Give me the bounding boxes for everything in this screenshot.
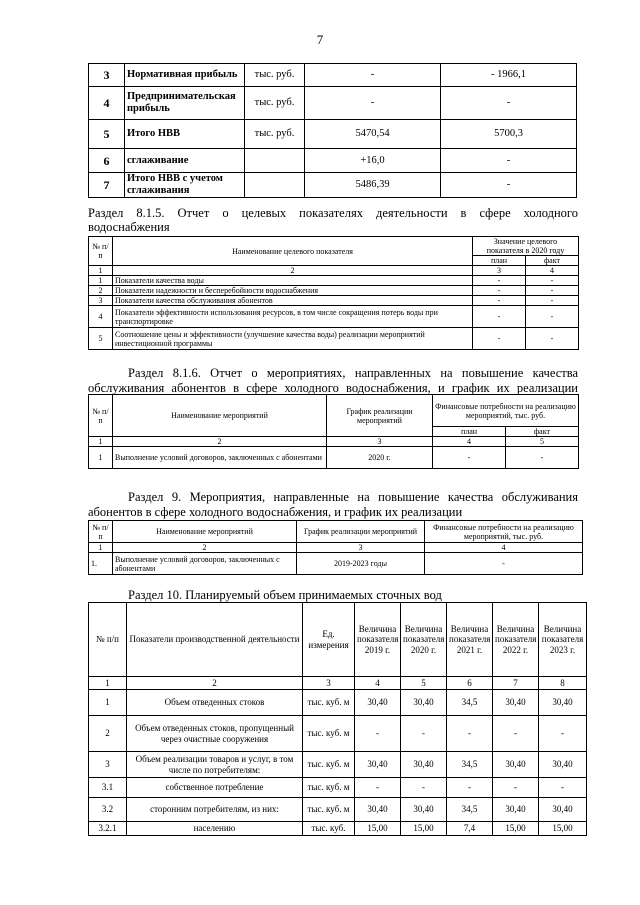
row-year-value: - bbox=[539, 716, 587, 752]
row-year-value: 15,00 bbox=[539, 822, 587, 836]
row-name: собственное потребление bbox=[127, 778, 303, 798]
column-index: 4 bbox=[526, 266, 579, 276]
table-row bbox=[89, 677, 587, 690]
row-fact-value: - bbox=[506, 447, 579, 469]
column-index: 4 bbox=[425, 543, 583, 553]
table-row bbox=[89, 296, 579, 306]
section-8-1-5-heading: Раздел 8.1.5. Отчет о целевых показателях деятельности в сфере холодного водоснабжения bbox=[88, 206, 578, 234]
col-plan-header: план bbox=[473, 256, 526, 266]
row-year-value: 34,5 bbox=[447, 798, 493, 822]
row-fact-value: - bbox=[526, 296, 579, 306]
row-finance-value: - bbox=[425, 553, 583, 575]
row-unit: тыс. куб. bbox=[303, 822, 355, 836]
section-8-1-6-heading-cont: обслуживания абонентов в сфере холодного водоснабжения, и график их реализации bbox=[88, 381, 578, 395]
column-index: 8 bbox=[539, 677, 587, 690]
col-value-header: Значение целевого показателя в 2020 году bbox=[473, 237, 579, 256]
row-year-value: 30,40 bbox=[401, 690, 447, 716]
column-index: 2 bbox=[113, 543, 297, 553]
row-fact-value: - bbox=[526, 276, 579, 286]
row-name: Объем отведенных стоков, пропущенный через очистные сооружения bbox=[127, 716, 303, 752]
row-name: сторонним потребителям, из них: bbox=[127, 798, 303, 822]
row-year-value: 34,5 bbox=[447, 690, 493, 716]
row-number: 1. bbox=[89, 553, 113, 575]
row-number: 3 bbox=[89, 752, 127, 778]
row-year-value: 7,4 bbox=[447, 822, 493, 836]
row-fact-value: - bbox=[526, 306, 579, 328]
table-row bbox=[89, 752, 587, 778]
row-name: Показатели надежности и бесперебойности водоснабжения bbox=[113, 286, 473, 296]
row-year-value: - bbox=[355, 716, 401, 752]
table-row bbox=[89, 553, 583, 575]
row-number: 5 bbox=[89, 120, 125, 149]
table-row bbox=[89, 798, 587, 822]
row-year-value: 30,40 bbox=[401, 752, 447, 778]
row-year-value: 30,40 bbox=[401, 798, 447, 822]
row-plan-value: 5486,39 bbox=[305, 173, 441, 198]
row-year-value: - bbox=[447, 716, 493, 752]
column-index: 1 bbox=[89, 543, 113, 553]
row-year-value: 34,5 bbox=[447, 752, 493, 778]
row-name: Нормативная прибыль bbox=[125, 64, 245, 87]
row-plan-value: - bbox=[305, 87, 441, 120]
row-year-value: 30,40 bbox=[493, 690, 539, 716]
table-row bbox=[89, 87, 577, 120]
row-number: 3.2.1 bbox=[89, 822, 127, 836]
section-10-heading: Раздел 10. Планируемый объем принимаемых сточных вод bbox=[128, 588, 442, 602]
row-number: 2 bbox=[89, 716, 127, 752]
col-fact-header: факт bbox=[526, 256, 579, 266]
col-num-header: № п/п bbox=[89, 237, 113, 266]
row-fact-value: - bbox=[441, 173, 577, 198]
row-number: 1 bbox=[89, 276, 113, 286]
table-row bbox=[89, 266, 579, 276]
col-finance-header: Финансовые потребности на реализацию мероприятий, тыс. руб. bbox=[433, 395, 579, 427]
row-number: 3 bbox=[89, 296, 113, 306]
col-fact-header: факт bbox=[506, 427, 579, 437]
column-index: 7 bbox=[493, 677, 539, 690]
row-name: сглаживание bbox=[125, 149, 245, 173]
row-unit: тыс. руб. bbox=[245, 64, 305, 87]
row-name: Соотношение цены и эффективности (улучшение качества воды) реализации мероприятий инвестиционной программы bbox=[113, 328, 473, 350]
table-row bbox=[89, 306, 579, 328]
row-unit bbox=[245, 149, 305, 173]
column-index: 3 bbox=[473, 266, 526, 276]
table-row bbox=[89, 120, 577, 149]
row-unit: тыс. руб. bbox=[245, 87, 305, 120]
row-unit: тыс. руб. bbox=[245, 120, 305, 149]
table-row bbox=[89, 716, 587, 752]
col-2019-header: Величина показателя 2019 г. bbox=[355, 603, 401, 677]
row-plan-value: - bbox=[473, 276, 526, 286]
row-plan-value: 5470,54 bbox=[305, 120, 441, 149]
column-index: 1 bbox=[89, 677, 127, 690]
row-number: 5 bbox=[89, 328, 113, 350]
row-name: Выполнение условий договоров, заключенных с абонентами bbox=[113, 447, 327, 469]
table-row bbox=[89, 690, 587, 716]
col-num-header: № п/п bbox=[89, 603, 127, 677]
row-number: 1 bbox=[89, 447, 113, 469]
column-index: 2 bbox=[113, 437, 327, 447]
row-name: Показатели эффективности использования ресурсов, в том числе сокращения потерь воды при транспортировке bbox=[113, 306, 473, 328]
row-plan-value: +16,0 bbox=[305, 149, 441, 173]
row-unit: тыс. куб. м bbox=[303, 690, 355, 716]
col-name-header: Наименование мероприятий bbox=[113, 395, 327, 437]
col-num-header: № п/п bbox=[89, 521, 113, 543]
row-number: 4 bbox=[89, 306, 113, 328]
row-number: 3.1 bbox=[89, 778, 127, 798]
row-unit: тыс. куб. м bbox=[303, 778, 355, 798]
col-schedule-header: График реализации мероприятий bbox=[327, 395, 433, 437]
row-year-value: 30,40 bbox=[355, 798, 401, 822]
table-row bbox=[89, 149, 577, 173]
row-plan-value: - bbox=[305, 64, 441, 87]
col-name-header: Показатели производственной деятельности bbox=[127, 603, 303, 677]
table-row bbox=[89, 543, 583, 553]
col-2022-header: Величина показателя 2022 г. bbox=[493, 603, 539, 677]
column-index: 3 bbox=[297, 543, 425, 553]
row-number: 4 bbox=[89, 87, 125, 120]
service-plan-table bbox=[88, 520, 583, 575]
row-name: Объем реализации товаров и услуг, в том числе по потребителям: bbox=[127, 752, 303, 778]
page-number: 7 bbox=[316, 32, 324, 47]
row-year-value: 15,00 bbox=[355, 822, 401, 836]
col-name-header: Наименование целевого показателя bbox=[113, 237, 473, 266]
col-name-header: Наименование мероприятий bbox=[113, 521, 297, 543]
section-9-heading-cont: абонентов в сфере холодного водоснабжения, и график их реализации bbox=[88, 505, 463, 519]
column-index: 4 bbox=[355, 677, 401, 690]
row-year-value: 30,40 bbox=[355, 690, 401, 716]
row-number: 2 bbox=[89, 286, 113, 296]
row-unit: тыс. куб. м bbox=[303, 716, 355, 752]
table-row bbox=[89, 778, 587, 798]
row-year-value: 30,40 bbox=[539, 690, 587, 716]
row-year-value: - bbox=[401, 778, 447, 798]
section-8-1-6-heading: Раздел 8.1.6. Отчет о мероприятиях, направленных на повышение качества bbox=[128, 366, 578, 380]
row-name: населению bbox=[127, 822, 303, 836]
table-row bbox=[89, 286, 579, 296]
column-index: 5 bbox=[401, 677, 447, 690]
row-fact-value: - bbox=[441, 149, 577, 173]
table-row bbox=[89, 328, 579, 350]
row-year-value: - bbox=[401, 716, 447, 752]
revenue-table bbox=[88, 63, 577, 198]
service-measures-table bbox=[88, 394, 579, 469]
table-row bbox=[89, 64, 577, 87]
column-index: 4 bbox=[433, 437, 506, 447]
row-plan-value: - bbox=[473, 328, 526, 350]
row-year-value: 30,40 bbox=[539, 798, 587, 822]
table-row bbox=[89, 447, 579, 469]
row-year-value: - bbox=[493, 716, 539, 752]
row-plan-value: - bbox=[433, 447, 506, 469]
row-year-value: - bbox=[355, 778, 401, 798]
row-name: Объем отведенных стоков bbox=[127, 690, 303, 716]
table-row bbox=[89, 437, 579, 447]
col-num-header: № п/п bbox=[89, 395, 113, 437]
col-2021-header: Величина показателя 2021 г. bbox=[447, 603, 493, 677]
column-index: 3 bbox=[303, 677, 355, 690]
row-unit: тыс. куб. м bbox=[303, 798, 355, 822]
row-number: 7 bbox=[89, 173, 125, 198]
row-year-value: 30,40 bbox=[355, 752, 401, 778]
row-number: 3 bbox=[89, 64, 125, 87]
col-plan-header: план bbox=[433, 427, 506, 437]
row-number: 1 bbox=[89, 690, 127, 716]
row-plan-value: - bbox=[473, 296, 526, 306]
row-year-value: 15,00 bbox=[401, 822, 447, 836]
row-fact-value: - bbox=[441, 87, 577, 120]
column-index: 3 bbox=[327, 437, 433, 447]
table-row bbox=[89, 173, 577, 198]
row-fact-value: - bbox=[526, 328, 579, 350]
column-index: 5 bbox=[506, 437, 579, 447]
table-row bbox=[89, 822, 587, 836]
row-schedule: 2019-2023 годы bbox=[297, 553, 425, 575]
row-year-value: 30,40 bbox=[493, 752, 539, 778]
column-index: 6 bbox=[447, 677, 493, 690]
row-unit: тыс. куб. м bbox=[303, 752, 355, 778]
col-2020-header: Величина показателя 2020 г. bbox=[401, 603, 447, 677]
row-unit bbox=[245, 173, 305, 198]
row-number: 6 bbox=[89, 149, 125, 173]
row-year-value: 15,00 bbox=[493, 822, 539, 836]
row-plan-value: - bbox=[473, 286, 526, 296]
row-year-value: - bbox=[539, 778, 587, 798]
col-2023-header: Величина показателя 2023 г. bbox=[539, 603, 587, 677]
row-plan-value: - bbox=[473, 306, 526, 328]
row-number: 3.2 bbox=[89, 798, 127, 822]
column-index: 1 bbox=[89, 266, 113, 276]
row-year-value: 30,40 bbox=[539, 752, 587, 778]
row-fact-value: 5700,3 bbox=[441, 120, 577, 149]
row-fact-value: - bbox=[526, 286, 579, 296]
row-name: Выполнение условий договоров, заключенных с абонентами bbox=[113, 553, 297, 575]
col-schedule-header: График реализации мероприятий bbox=[297, 521, 425, 543]
row-name: Итого НВВ с учетом сглаживания bbox=[125, 173, 245, 198]
row-fact-value: - 1966,1 bbox=[441, 64, 577, 87]
row-name: Итого НВВ bbox=[125, 120, 245, 149]
wastewater-volume-table bbox=[88, 602, 587, 836]
row-schedule: 2020 г. bbox=[327, 447, 433, 469]
row-year-value: - bbox=[493, 778, 539, 798]
section-9-heading: Раздел 9. Мероприятия, направленные на повышение качества обслуживания bbox=[128, 490, 578, 504]
column-index: 2 bbox=[127, 677, 303, 690]
table-row bbox=[89, 276, 579, 286]
row-year-value: 30,40 bbox=[493, 798, 539, 822]
target-indicators-table bbox=[88, 236, 579, 350]
col-unit-header: Ед. измерения bbox=[303, 603, 355, 677]
row-name: Показатели качества обслуживания абонентов bbox=[113, 296, 473, 306]
column-index: 2 bbox=[113, 266, 473, 276]
column-index: 1 bbox=[89, 437, 113, 447]
row-year-value: - bbox=[447, 778, 493, 798]
row-name: Показатели качества воды bbox=[113, 276, 473, 286]
row-name: Предпринимательская прибыль bbox=[125, 87, 245, 120]
col-finance-header: Финансовые потребности на реализацию мероприятий, тыс. руб. bbox=[425, 521, 583, 543]
